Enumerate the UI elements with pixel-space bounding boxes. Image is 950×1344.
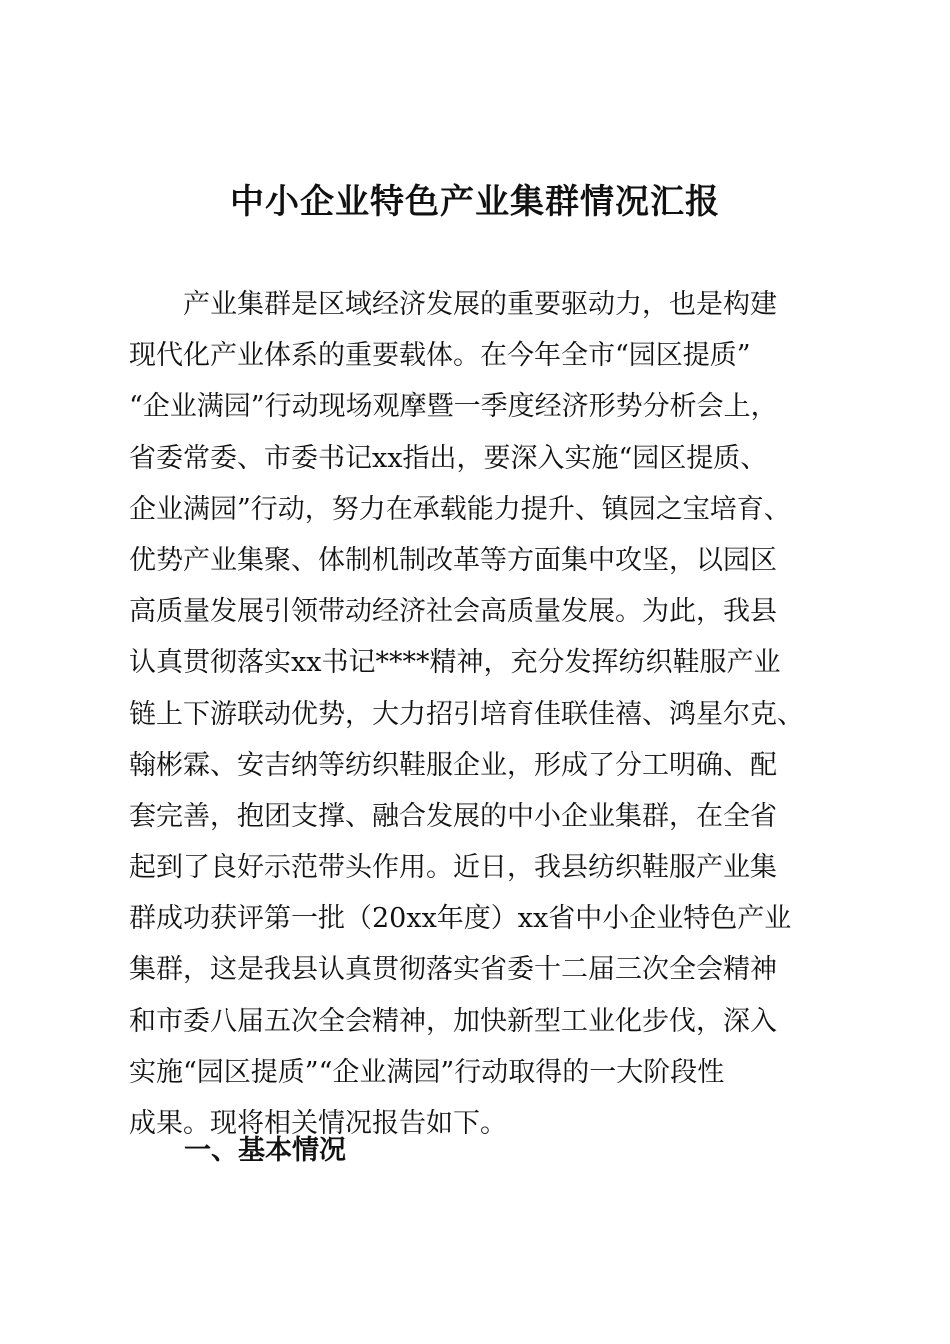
paragraph-line: 企业满园”行动，努力在承载能力提升、镇园之宝培育、 — [129, 493, 791, 525]
paragraph-line: 现代化产业体系的重要载体。在今年全市“园区提质” — [129, 340, 751, 372]
document-title: 中小企业特色产业集群情况汇报 — [230, 182, 720, 222]
paragraph-line: 套完善，抱团支撑、融合发展的中小企业集群，在全省 — [129, 800, 777, 832]
paragraph-line: 产业集群是区域经济发展的重要驱动力，也是构建 — [183, 289, 777, 320]
paragraph-line: 认真贯彻落实xx书记****精神，充分发挥纺织鞋服产业 — [129, 647, 781, 679]
paragraph-line: 和市委八届五次全会精神，加快新型工业化步伐，深入 — [129, 1005, 777, 1037]
paragraph-line: 优势产业集聚、体制机制改革等方面集中攻坚，以园区 — [129, 544, 777, 576]
paragraph-line: 起到了良好示范带头作用。近日，我县纺织鞋服产业集 — [129, 852, 777, 884]
paragraph-line: 链上下游联动优势，大力招引培育佳联佳禧、鸿星尔克、 — [129, 698, 804, 730]
paragraph-line: 实施“园区提质”“企业满园”行动取得的一大阶段性 — [129, 1056, 725, 1088]
paragraph-line: 群成功获评第一批（20xx年度）xx省中小企业特色产业 — [129, 903, 792, 935]
paragraph-line: “企业满园”行动现场观摩暨一季度经济形势分析会上， — [129, 391, 778, 423]
paragraph-line: 成果。现将相关情况报告如下。 — [129, 1108, 507, 1139]
paragraph-line: 省委常委、市委书记xx指出，要深入实施“园区提质、 — [129, 442, 768, 474]
paragraph-line: 集群，这是我县认真贯彻落实省委十二届三次全会精神 — [129, 954, 777, 986]
paragraph-line: 翰彬霖、安吉纳等纺织鞋服企业，形成了分工明确、配 — [129, 749, 777, 781]
intro-paragraph — [129, 279, 849, 1149]
paragraph-line: 高质量发展引领带动经济社会高质量发展。为此，我县 — [129, 596, 777, 628]
section-heading: 一、基本情况 — [184, 1135, 346, 1166]
